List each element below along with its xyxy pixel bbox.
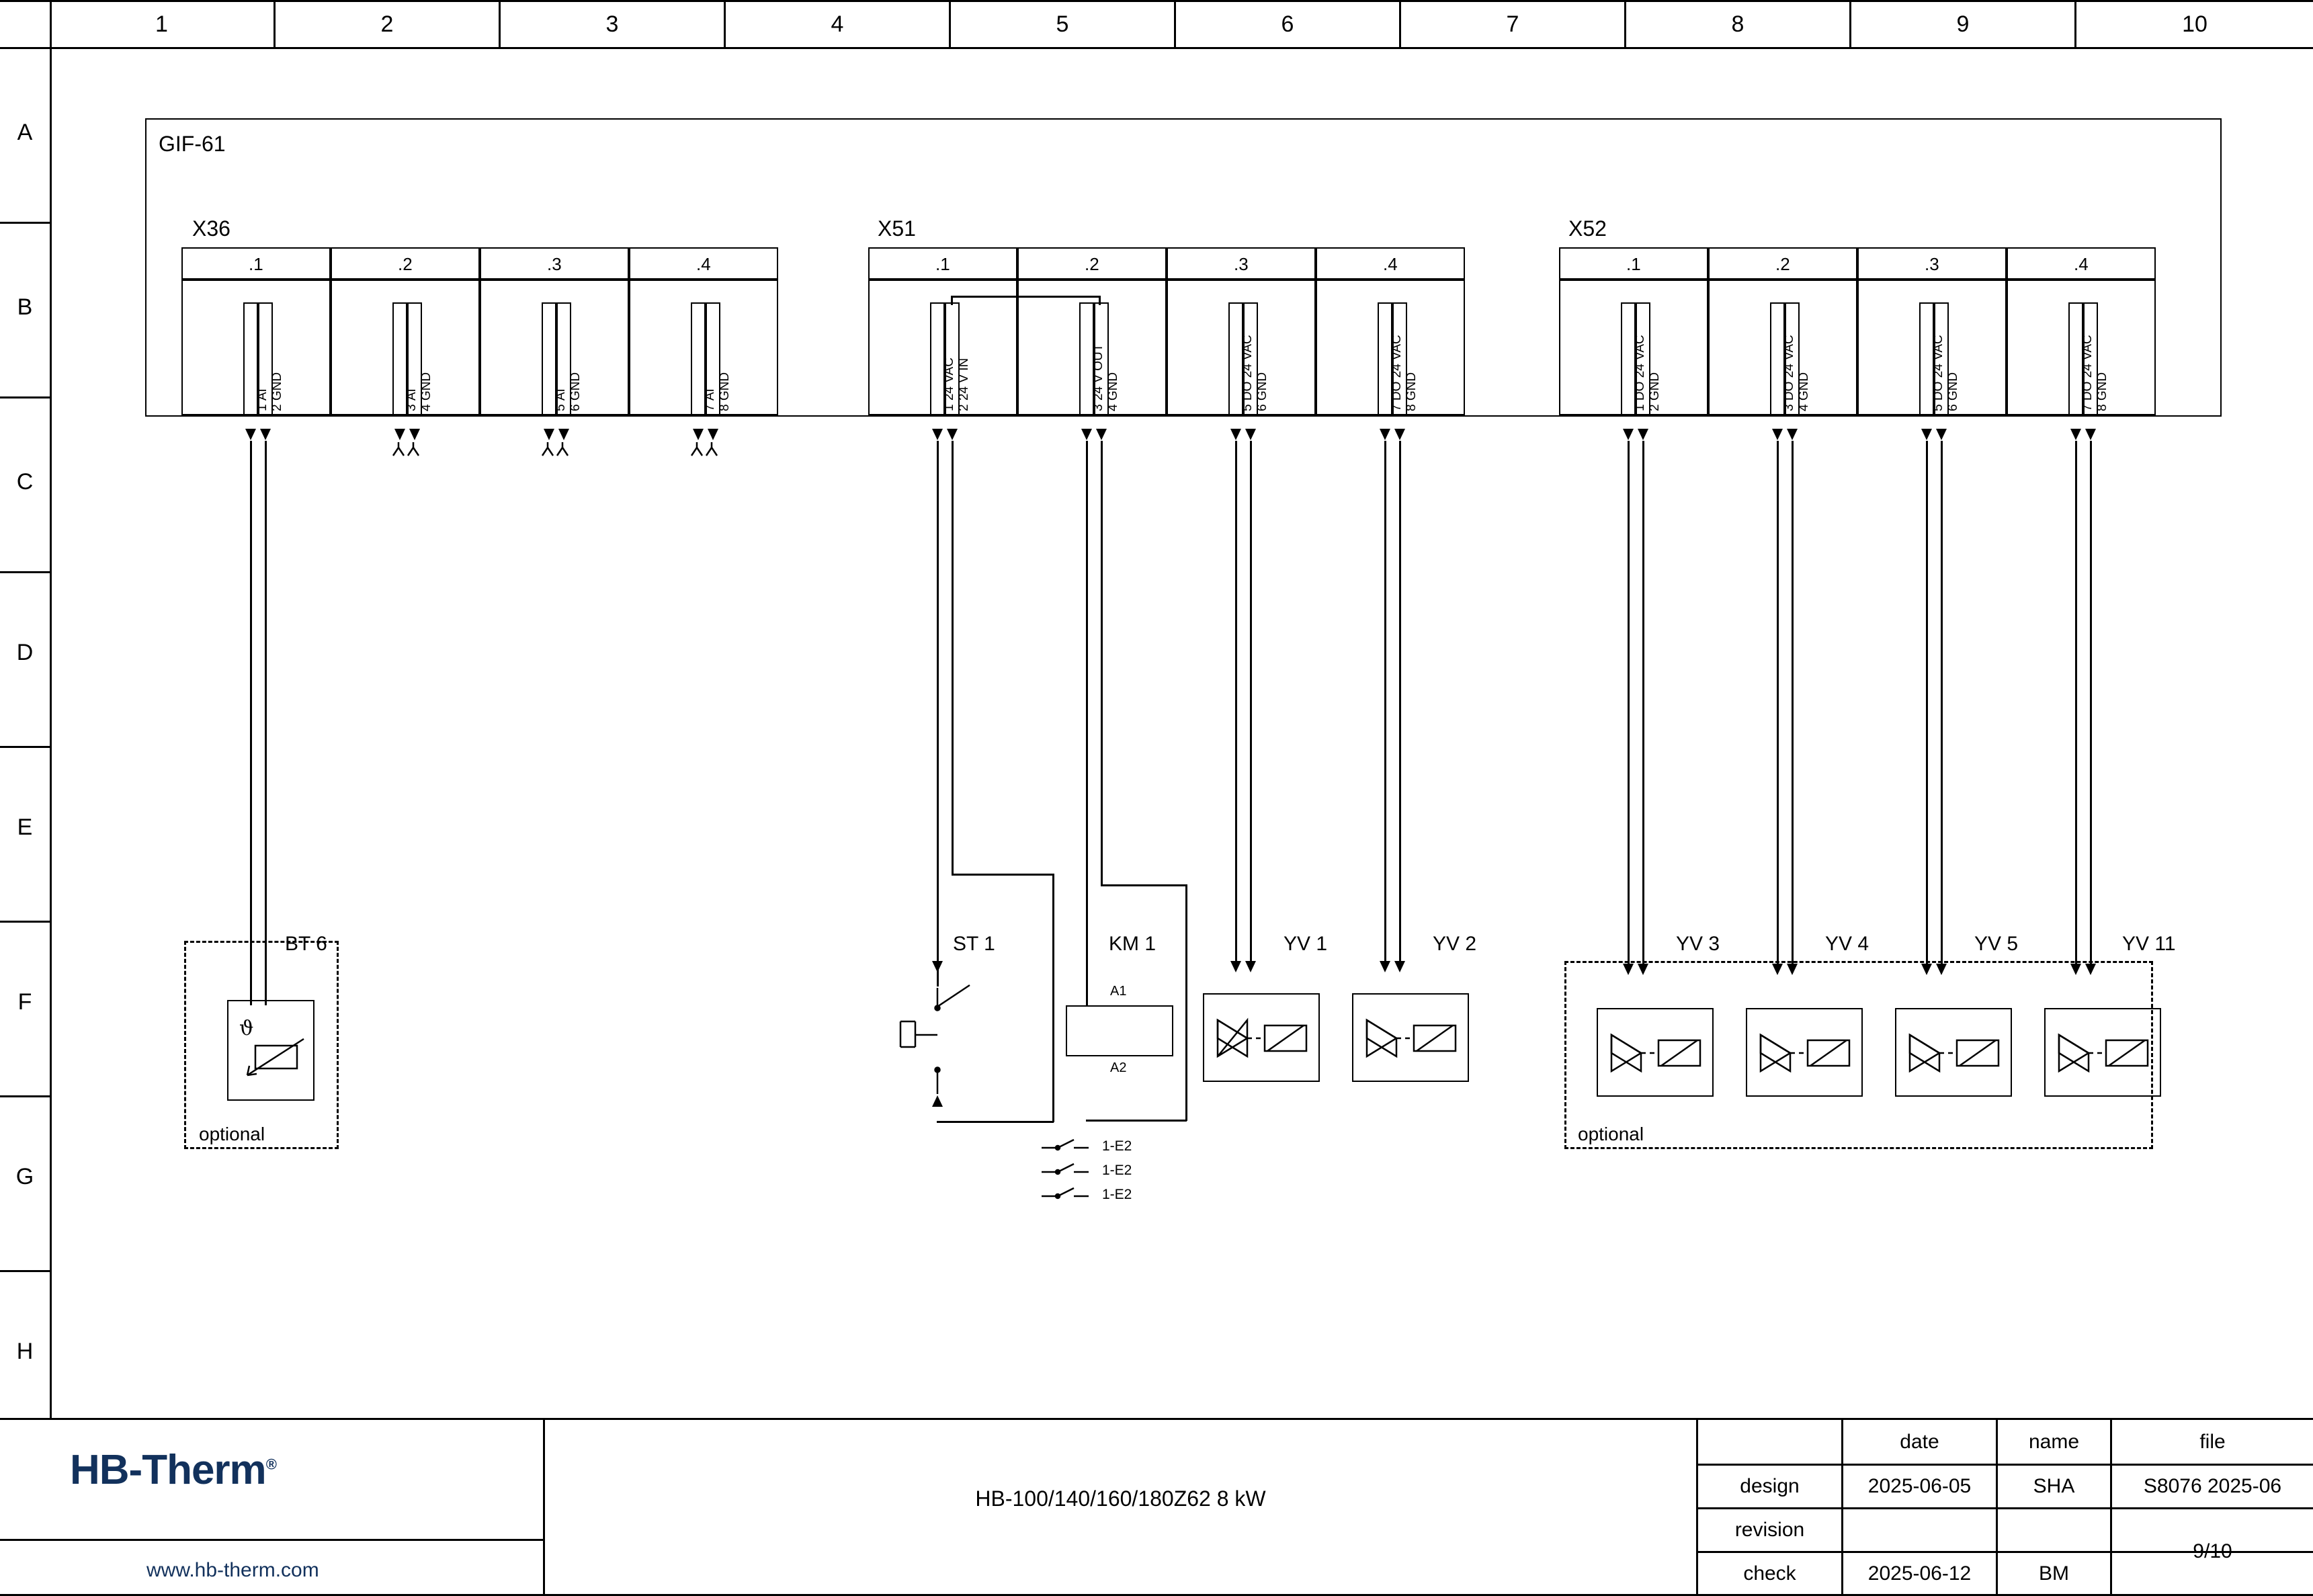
row-sep-c [0,571,52,573]
x51-arrow-2 [947,429,958,440]
km1-terminal-a2: A2 [1110,1060,1127,1075]
yv1-arrow-b [1245,961,1256,972]
frame-left [50,0,52,1418]
yv11-label: YV 11 [2122,933,2176,955]
connector-x52-label: X52 [1568,216,1607,241]
wire-yv2-b [1399,441,1401,965]
x52-pin-8-text: 8 GND [2095,372,2109,411]
bt6-resistor-icon [227,1000,316,1102]
col-label-10: 10 [2182,11,2207,37]
tb-row-check-date: 2025-06-12 [1867,1562,1972,1585]
row-sep-e [0,921,52,923]
x52-pin-7-text: 7 DO 24 VAC [2080,335,2095,411]
row-label-a: A [17,120,33,145]
tb-row-design-label: design [1740,1475,1800,1497]
km1-label: KM 1 [1109,933,1156,955]
x52-pin-3-text: 3 DO 24 VAC [1782,335,1796,411]
tb-page-value: 9/10 [2193,1540,2232,1562]
row-sep-f [0,1095,52,1097]
x51-arrow-6 [1245,429,1256,440]
yv2-label: YV 2 [1433,933,1477,955]
x52-arrow-7 [2070,429,2081,440]
yv3-arrow-a [1623,964,1634,975]
x36-port-2-label: .2 [398,254,413,274]
yv4-label: YV 4 [1825,933,1869,955]
yv1-arrow-a [1230,961,1241,972]
x51-pin-5-text: 5 DO 24 VAC [1240,335,1255,411]
row-label-f: F [17,989,32,1015]
yv4-arrow-b [1787,964,1798,975]
row-sep-g [0,1270,52,1272]
tb-hline-brand [0,1539,543,1541]
x52-arrow-4 [1787,429,1798,440]
x52-arrow-2 [1638,429,1648,440]
yv3-valve-icon [1597,1008,1715,1098]
wire-yv11-a [2075,441,2077,972]
wire-km1-return-top [1101,884,1187,886]
wire-yv2-a [1384,441,1386,965]
row-sep-a [0,222,52,224]
x51-pin-8-text: 8 GND [1404,372,1419,411]
col-label-8: 8 [1731,11,1744,37]
wire-yv1-b [1250,441,1252,965]
row-label-h: H [16,1339,34,1364]
col-label-7: 7 [1506,11,1519,37]
x36-arrow-2 [260,429,271,440]
x51-pin-3-text: 3 24 V OUT [1091,343,1105,411]
wire-yv1-a [1235,441,1237,965]
bt6-label: BT 6 [285,933,327,955]
x51-arrow-5 [1230,429,1241,440]
wire-st1-return [1052,874,1054,1122]
yv5-arrow-b [1936,964,1947,975]
wire-yv5-a [1926,441,1928,972]
tb-header-date: date [1900,1430,1939,1453]
yv11-valve-icon [2044,1008,2162,1098]
x36-pin-4-text: 4 GND [419,372,433,411]
x36-pin-3-text: 3 AI [405,388,419,411]
yv3-label: YV 3 [1676,933,1720,955]
x51-pin-2-text: 2 24 V IN [957,358,971,411]
tb-row-design-date: 2025-06-05 [1867,1475,1972,1497]
x52-pin-4-text: 4 GND [1797,372,1811,411]
x36-pin-8-text: 8 GND [718,372,732,411]
wire-yv5-b [1941,441,1943,972]
x51-jumper-top [951,296,1100,298]
website-link[interactable]: www.hb-therm.com [146,1559,319,1581]
col-label-9: 9 [1956,11,1970,37]
contact-ref-2: 1-E2 [1102,1163,1132,1178]
col-label-3: 3 [605,11,619,37]
svg-text:ϑ: ϑ [239,1017,254,1040]
x36-pin-2-text: 2 GND [270,372,284,411]
x36-port-1-label: .1 [249,254,263,274]
x51-arrow-7 [1380,429,1390,440]
yv5-valve-icon [1895,1008,2013,1098]
contact-ref-3: 1-E2 [1102,1187,1132,1202]
tb-row-revision-name [1998,1509,2110,1551]
col-label-4: 4 [831,11,844,37]
brand-logo: HB-Therm® [70,1447,276,1493]
x52-pin-6-text: 6 GND [1946,372,1960,411]
yv5-arrow-a [1921,964,1932,975]
yv11-arrow-a [2070,964,2081,975]
yv2-arrow-b [1394,961,1405,972]
x36-pin-7-text: 7 AI [703,388,717,411]
wire-km1-a [1086,441,1088,1005]
x36-port-3-label: .3 [547,254,562,274]
wire-bt6-a [250,441,252,1005]
yv2-arrow-a [1380,961,1390,972]
row-label-d: D [16,640,34,665]
yv4-valve-icon [1746,1008,1864,1098]
row-label-g: G [15,1164,34,1189]
x51-port-2-label: .2 [1085,254,1099,274]
module-gif61-label: GIF-61 [159,132,226,156]
tb-file-value: S8076 2025-06 [2143,1475,2282,1497]
x51-arrow-4 [1096,429,1107,440]
col-label-6: 6 [1281,11,1294,37]
tb-row-design-name: SHA [2033,1475,2075,1497]
x52-port-4-label: .4 [2074,254,2089,274]
yv11-arrow-b [2085,964,2096,975]
yv2-valve-icon [1352,993,1470,1083]
st1-limit-switch-icon [874,974,995,1102]
x51-pin-4-text: 4 GND [1106,372,1120,411]
row-label-e: E [17,814,33,840]
x52-port-1-label: .1 [1626,254,1641,274]
wire-yv4-a [1777,441,1779,972]
yv5-label: YV 5 [1974,933,2019,955]
wire-st1-a [937,441,939,986]
x51-arrow-1 [932,429,943,440]
x52-port-2-label: .2 [1775,254,1790,274]
st1-label: ST 1 [953,933,995,955]
x52-optional-label: optional [1578,1124,1644,1144]
wire-st1-return-top [952,874,1054,876]
frame-top [0,0,2313,2]
x52-arrow-6 [1936,429,1947,440]
x51-arrow-8 [1394,429,1405,440]
x51-pin-1-text: 1 24 VAC [942,358,956,411]
x52-pin-5-text: 5 DO 24 VAC [1931,335,1945,411]
contact-ref-1: 1-E2 [1102,1138,1132,1154]
km1-coil [1066,1005,1173,1056]
x51-arrow-3 [1081,429,1092,440]
st1-arrow-top [932,961,943,972]
x52-pin-2-text: 2 GND [1648,372,1662,411]
yv1-valve-icon [1203,993,1321,1083]
yv4-arrow-a [1772,964,1783,975]
x51-port-3-label: .3 [1234,254,1249,274]
wire-km1-return-bottom [1086,1120,1187,1122]
x52-arrow-8 [2085,429,2096,440]
connector-x36-label: X36 [192,216,230,241]
x36-pin-1-text: 1 AI [255,388,269,411]
wire-st1-b [952,441,954,874]
wire-km1-return [1185,884,1187,1121]
tb-row-revision-label: revision [1734,1519,1805,1541]
x36-arrow-1 [245,429,256,440]
x52-port-3-label: .3 [1925,254,1939,274]
x52-arrow-5 [1921,429,1932,440]
x36-unused-markers [376,430,753,464]
wire-km1-b [1101,441,1103,884]
connector-x51-label: X51 [878,216,916,241]
col-label-2: 2 [380,11,394,37]
x36-pin-6-text: 6 GND [569,372,583,411]
bt6-optional-label: optional [199,1124,265,1144]
x36-pin-5-text: 5 AI [554,388,568,411]
row-sep-d [0,746,52,748]
x52-pin-1-text: 1 DO 24 VAC [1633,335,1647,411]
x51-port-1-label: .1 [935,254,950,274]
tb-row-revision-date [1843,1509,1996,1551]
row-label-c: C [16,469,34,495]
x51-port-4-label: .4 [1383,254,1398,274]
row-sep-b [0,396,52,398]
wire-st1-return-bottom [937,1121,1054,1123]
yv3-arrow-b [1638,964,1648,975]
x51-pin-7-text: 7 DO 24 VAC [1390,335,1404,411]
x36-port-4-label: .4 [696,254,711,274]
x51-pin-6-text: 6 GND [1255,372,1269,411]
row-label-b: B [17,294,33,320]
drawing-title: HB-100/140/160/180Z62 8 kW [975,1486,1266,1511]
tb-header-file: file [2199,1430,2226,1453]
x52-arrow-3 [1772,429,1783,440]
wire-yv4-b [1792,441,1794,972]
km1-terminal-a1: A1 [1110,984,1127,999]
tb-header-name: name [2028,1430,2080,1453]
tb-row-check-label: check [1743,1562,1796,1585]
frame-colrow-divider [0,47,2313,49]
wire-yv3-b [1642,441,1644,972]
yv1-label: YV 1 [1284,933,1328,955]
x51-jumper-right [1099,296,1101,305]
x52-arrow-1 [1623,429,1634,440]
wire-yv11-b [2090,441,2092,972]
col-label-1: 1 [155,11,168,37]
col-label-5: 5 [1056,11,1069,37]
wire-bt6-b [265,441,267,1005]
wire-yv3-a [1628,441,1630,972]
tb-row-check-name: BM [2039,1562,2069,1585]
